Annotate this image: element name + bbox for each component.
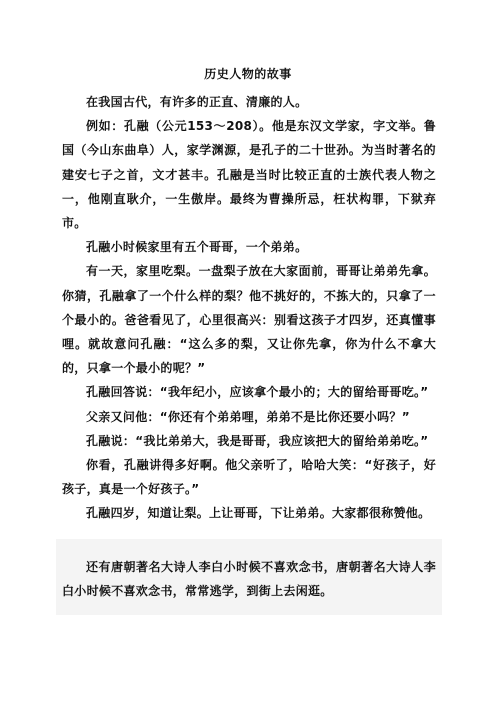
paragraph-answer-2: 孔融说：“我比弟弟大，我是哥哥，我应该把大的留给弟弟吃。” xyxy=(86,433,429,448)
paragraph-kongrong-bio: 例如：孔融（公元153～208）。他是东汉文学家，字文举。鲁国（今山东曲阜）人，家学渊源，是孔子的二十世孙。为当时著名的建安七子之首，文才甚丰。孔融是当时比较正直的士族代表人物之一，他刚直耿介，一生傲岸。最终为曹操所忌，枉状构罪，下狱弃市。 xyxy=(62,119,436,231)
paragraph-father-question: 父亲又问他：“你还有个弟弟哩，弟弟不是比你还要小吗？” xyxy=(86,409,410,424)
paragraph-brothers: 孔融小时候家里有五个哥哥，一个弟弟。 xyxy=(86,240,308,255)
paragraph-intro: 在我国古代，有许多的正直、清廉的人。 xyxy=(86,95,308,109)
paragraph-father-praise: 你看，孔融讲得多好啊。他父亲听了，哈哈大笑：“好孩子，好孩子，真是一个好孩子。” xyxy=(62,458,436,497)
document-title: 历史人物的故事 xyxy=(204,67,292,81)
paragraph-pears-story: 有一天，家里吃梨。一盘梨子放在大家面前，哥哥让弟弟先拿。你猜，孔融拿了一个什么样的梨？他不挑好的，不拣大的，只拿了一个最小的。爸爸看见了，心里很高兴：别看这孩子才四岁，还真懂事哩。就故意问孔融：“这么多的梨，又让你先拿，你为什么不拿大的，只拿一个最小的呢？” xyxy=(62,264,436,376)
shaded-block xyxy=(56,539,442,615)
document-body xyxy=(62,90,436,526)
paragraph-conclusion: 孔融四岁，知道让梨。上让哥哥，下让弟弟。大家都很称赞他。 xyxy=(86,506,431,521)
paragraph-libai: 还有唐朝著名大诗人李白小时候不喜欢念书，唐朝著名大诗人李白小时候不喜欢念书，常常逃学，到街上去闲逛。 xyxy=(62,560,436,599)
paragraph-answer-1: 孔融回答说：“我年纪小，应该拿个最小的；大的留给哥哥吃。” xyxy=(86,385,429,400)
